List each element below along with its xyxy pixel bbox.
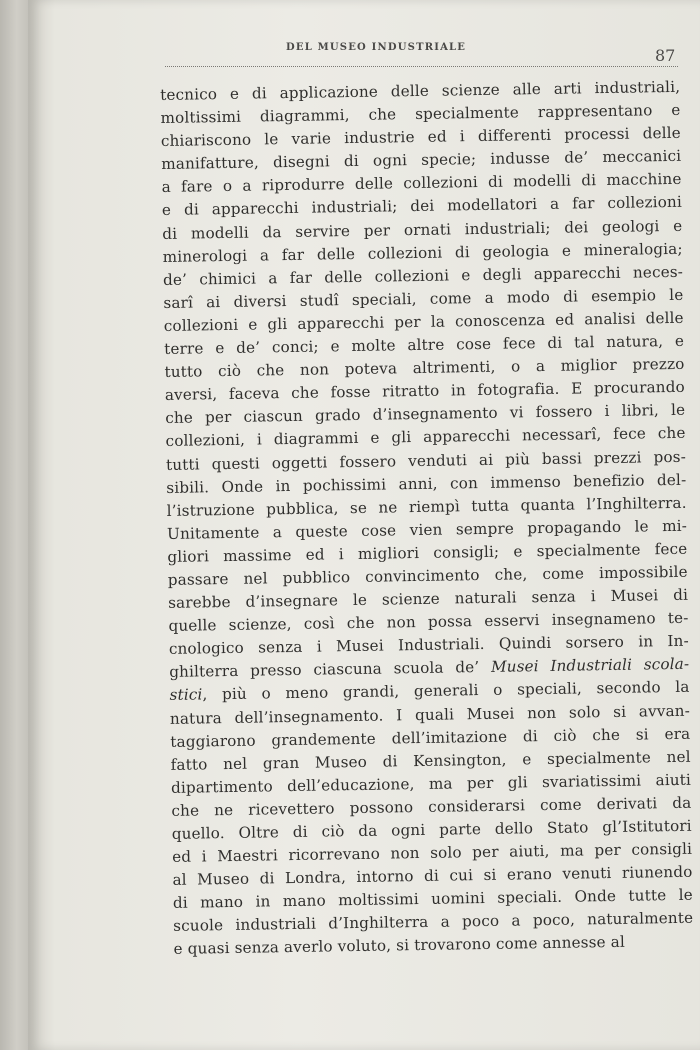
text-segment: a fare o a riprodurre delle collezioni di modelli di macchine <box>161 170 682 197</box>
text-segment: manifatture, disegni di ogni specie; indusse de’ meccanici <box>161 147 682 174</box>
header-rule <box>165 66 678 67</box>
text-segment: gliori massime ed i migliori consigli; e specialmente fece <box>167 539 688 566</box>
book-page <box>28 0 700 1050</box>
text-segment: tecnico e di applicazione delle scienze alle arti industriali, <box>160 77 681 104</box>
text-segment: di mano in mano moltissimi uomini speciali. Onde tutte le <box>172 886 693 913</box>
text-segment: chiariscono le varie industrie ed i differenti processi delle <box>160 124 681 151</box>
text-segment: aversi, faceva che fosse ritratto in fotografia. E procurando <box>164 378 685 405</box>
text-segment: tutti questi oggetti fossero venduti ai più bassi prezzi pos- <box>165 447 687 474</box>
italic-segment: Musei Industriali scola- <box>490 655 690 677</box>
text-segment: collezioni, i diagrammi e gli apparecchi necessarî, fece che <box>165 424 686 451</box>
text-segment: che per ciascun grado d’insegnamento vi fossero i libri, le <box>165 401 686 428</box>
text-segment: tutto ciò che non poteva altrimenti, o a miglior prezzo <box>164 354 685 382</box>
text-segment: e quasi senza averlo voluto, si trovarono come annesse al <box>173 933 626 959</box>
text-segment: ed i Maestri ricorrevano non solo per aiuti, ma per consigli <box>172 839 693 866</box>
text-segment: sarebbe d’insegnare le scienze naturali senza i Musei di <box>168 585 689 612</box>
text-segment: cnologico senza i Musei Industriali. Quindi sorsero in In- <box>168 632 689 659</box>
book-gutter <box>0 0 28 1050</box>
text-segment: taggiarono grandemente dell’imitazione di ciò che si era <box>170 724 691 751</box>
italic-segment: stici <box>169 685 203 705</box>
text-segment: l’istruzione pubblica, se ne riempì tutta quanta l’Inghilterra. <box>166 493 687 520</box>
running-head: DEL MUSEO INDUSTRIALE <box>286 42 467 53</box>
body-text <box>160 76 694 962</box>
text-segment: quelle scienze, così che non possa esservi insegnameno te- <box>168 608 689 636</box>
text-segment: , più o meno grandi, generali o speciali, secondo la <box>202 678 690 704</box>
text-segment: dipartimento dell’educazione, ma per gli svariatissimi aiuti <box>170 770 692 797</box>
text-segment: de’ chimici a far delle collezioni e degli apparecchi neces- <box>162 262 684 289</box>
text-segment: quello. Oltre di ciò da ogni parte dello Stato gl’Istitutori <box>171 816 692 843</box>
text-segment: fatto nel gran Museo di Kensington, e specialmente nel <box>170 747 691 774</box>
text-segment: di modelli da servire per ornati industriali; dei geologi e <box>162 216 683 243</box>
text-segment: e di apparecchi industriali; dei modellatori a far collezioni <box>161 193 683 220</box>
text-segment: sibili. Onde in pochissimi anni, con immenso benefizio del- <box>166 470 687 497</box>
text-segment: passare nel pubblico convincimento che, come impossibile <box>167 562 688 589</box>
text-segment: che ne ricevettero possono considerarsi come derivati da <box>171 793 692 820</box>
text-segment: scuole industriali d’Inghilterra a poco a poco, naturalmente <box>173 909 694 936</box>
text-segment: natura dell’insegnamento. I quali Musei non solo si avvan- <box>169 701 691 728</box>
text-segment: minerologi a far delle collezioni di geologia e mineralogia; <box>162 239 683 266</box>
text-segment: al Museo di Londra, intorno di cui si erano venuti riunendo <box>172 862 693 890</box>
text-segment: Unitamente a queste cose vien sempre propagando le mi- <box>166 516 688 543</box>
text-segment: ghilterra presso ciascuna scuola de’ <box>169 658 492 682</box>
page-number: 87 <box>655 46 676 65</box>
text-segment: collezioni e gli apparecchi per la conoscenza ed analisi delle <box>163 308 684 335</box>
text-segment: terre e de’ conci; e molte altre cose fece di tal natura, e <box>164 331 685 358</box>
text-segment: moltissimi diagrammi, che specialmente rappresentano e <box>160 100 681 128</box>
text-segment: sarî ai diversi studî speciali, come a modo di esempio le <box>163 285 684 312</box>
